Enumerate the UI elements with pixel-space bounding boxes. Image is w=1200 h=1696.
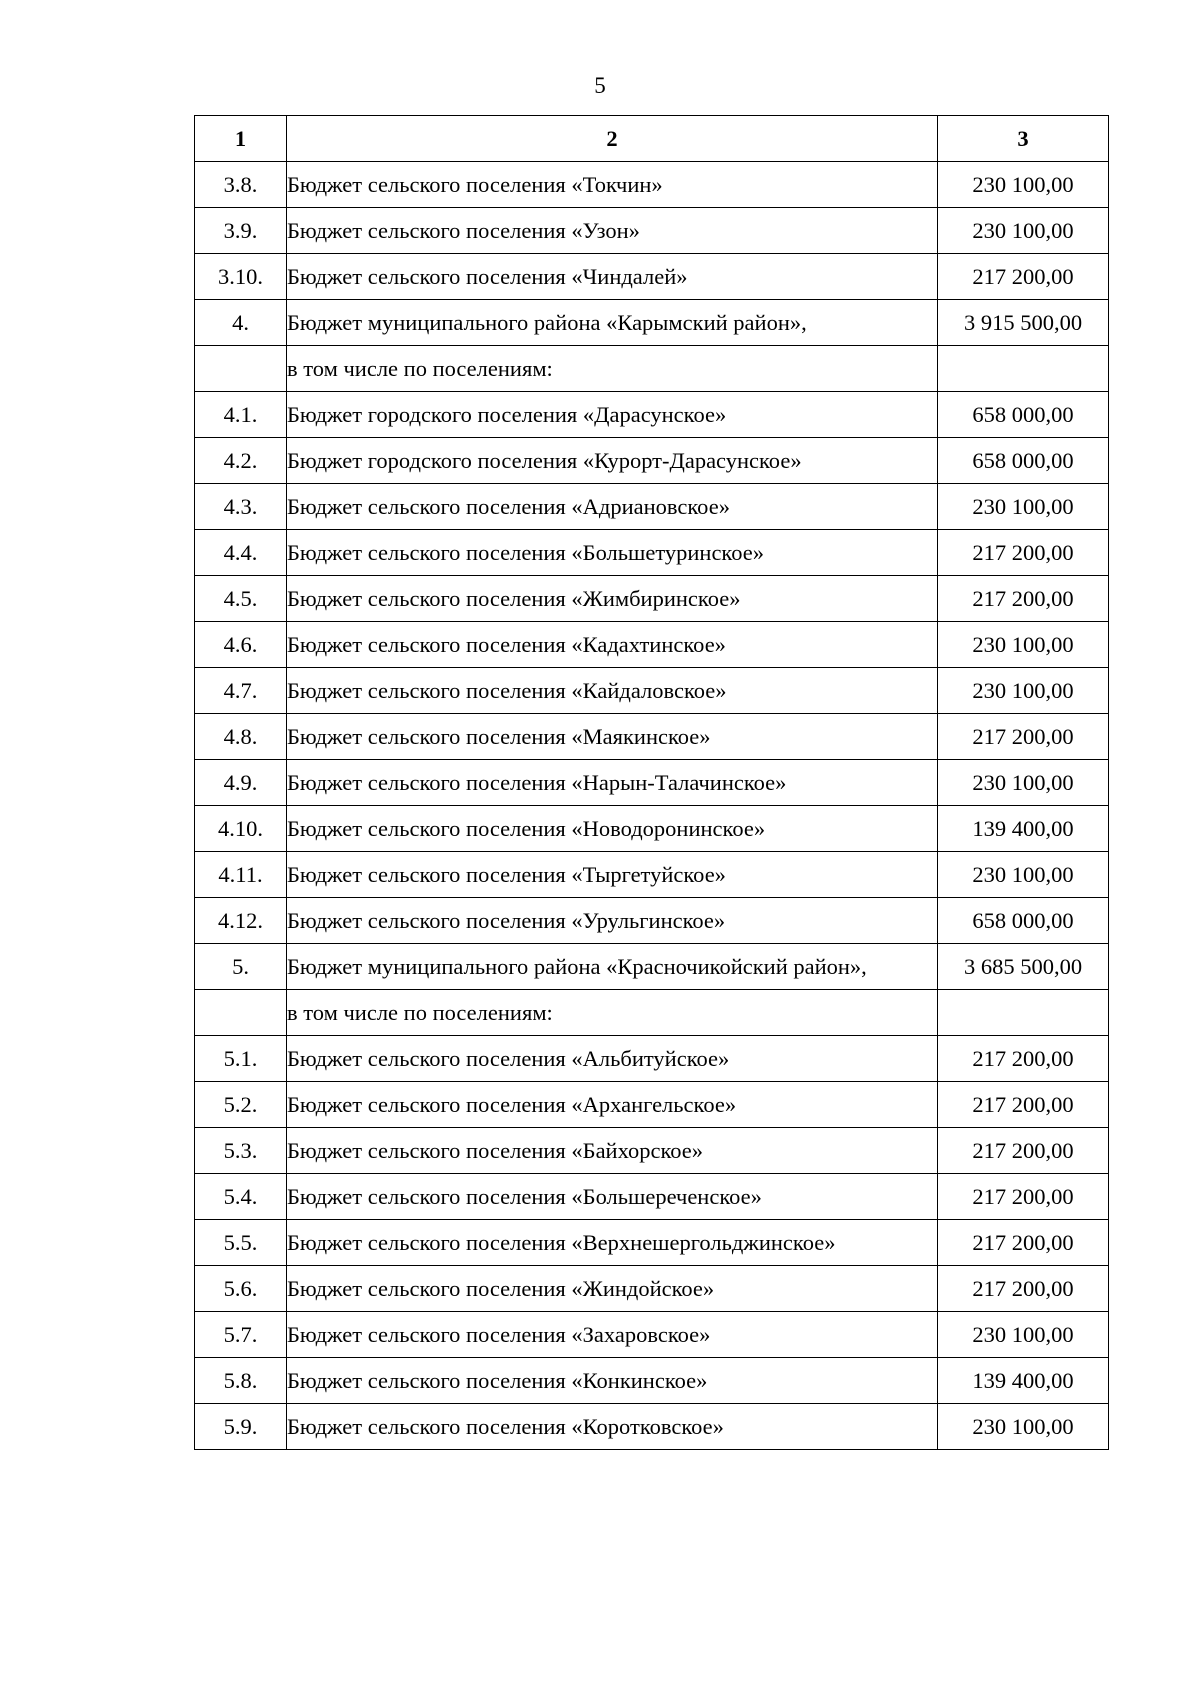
amount-cell: 139 400,00: [938, 806, 1109, 852]
budget-name-cell: Бюджет сельского поселения «Чиндалей»: [287, 254, 938, 300]
row-number-cell: 5.1.: [195, 1036, 287, 1082]
budget-name-cell: Бюджет сельского поселения «Кайдаловское»: [287, 668, 938, 714]
budget-name-cell: Бюджет сельского поселения «Жимбиринское»: [287, 576, 938, 622]
amount-cell: 230 100,00: [938, 668, 1109, 714]
page-number: 5: [594, 73, 606, 98]
table-row: [195, 438, 1109, 484]
amount-cell: 3 915 500,00: [938, 300, 1109, 346]
row-number-cell: 5.4.: [195, 1174, 287, 1220]
row-number-cell: 4.4.: [195, 530, 287, 576]
budget-name-cell: Бюджет сельского поселения «Большетуринское»: [287, 530, 938, 576]
budget-name-cell: Бюджет муниципального района «Карымский район»,: [287, 300, 938, 346]
budget-name-cell: в том числе по поселениям:: [287, 990, 938, 1036]
budget-name-cell: Бюджет сельского поселения «Верхнешергольджинское»: [287, 1220, 938, 1266]
row-number-cell: 4.7.: [195, 668, 287, 714]
row-number-cell: 5.5.: [195, 1220, 287, 1266]
table-row: [195, 1266, 1109, 1312]
table-row: [195, 852, 1109, 898]
table-row: [195, 1174, 1109, 1220]
row-number-cell: 5.3.: [195, 1128, 287, 1174]
budget-name-cell: Бюджет сельского поселения «Адриановское»: [287, 484, 938, 530]
row-number-cell: 5.7.: [195, 1312, 287, 1358]
budget-name-cell: Бюджет сельского поселения «Конкинское»: [287, 1358, 938, 1404]
amount-cell: 658 000,00: [938, 438, 1109, 484]
budget-name-cell: Бюджет сельского поселения «Нарын-Талачинское»: [287, 760, 938, 806]
row-number-cell: 4.8.: [195, 714, 287, 760]
table-row: [195, 576, 1109, 622]
table-row: [195, 300, 1109, 346]
row-number-cell: 5.: [195, 944, 287, 990]
amount-cell: 230 100,00: [938, 622, 1109, 668]
row-number-cell: 4.10.: [195, 806, 287, 852]
amount-cell: 217 200,00: [938, 254, 1109, 300]
row-number-cell: 4.: [195, 300, 287, 346]
row-number-cell: 5.6.: [195, 1266, 287, 1312]
amount-cell: 230 100,00: [938, 484, 1109, 530]
amount-cell: [938, 990, 1109, 1036]
table-row: [195, 254, 1109, 300]
amount-cell: 217 200,00: [938, 1220, 1109, 1266]
amount-cell: 230 100,00: [938, 162, 1109, 208]
row-number-cell: 5.9.: [195, 1404, 287, 1450]
table-row: [195, 162, 1109, 208]
table-row: [195, 898, 1109, 944]
amount-cell: 217 200,00: [938, 1082, 1109, 1128]
table-body: [195, 162, 1109, 1450]
budget-name-cell: Бюджет сельского поселения «Тыргетуйское»: [287, 852, 938, 898]
amount-cell: 658 000,00: [938, 898, 1109, 944]
table-row: [195, 990, 1109, 1036]
table-row: [195, 622, 1109, 668]
row-number-cell: [195, 346, 287, 392]
budget-name-cell: Бюджет сельского поселения «Урульгинское»: [287, 898, 938, 944]
budget-name-cell: Бюджет сельского поселения «Узон»: [287, 208, 938, 254]
table-row: [195, 668, 1109, 714]
row-number-cell: 4.3.: [195, 484, 287, 530]
amount-cell: [938, 346, 1109, 392]
budget-name-cell: Бюджет сельского поселения «Маякинское»: [287, 714, 938, 760]
budget-name-cell: Бюджет сельского поселения «Токчин»: [287, 162, 938, 208]
row-number-cell: 3.10.: [195, 254, 287, 300]
table-row: [195, 1082, 1109, 1128]
column-header-amount: 3: [938, 116, 1109, 162]
table-row: [195, 1220, 1109, 1266]
table-row: [195, 1358, 1109, 1404]
budget-name-cell: Бюджет муниципального района «Красночикойский район»,: [287, 944, 938, 990]
budget-name-cell: в том числе по поселениям:: [287, 346, 938, 392]
row-number-cell: 4.6.: [195, 622, 287, 668]
table-row: [195, 760, 1109, 806]
budget-name-cell: Бюджет сельского поселения «Кадахтинское»: [287, 622, 938, 668]
budget-name-cell: Бюджет городского поселения «Курорт-Дарасунское»: [287, 438, 938, 484]
budget-name-cell: Бюджет сельского поселения «Большереченское»: [287, 1174, 938, 1220]
amount-cell: 217 200,00: [938, 1266, 1109, 1312]
table-row: [195, 346, 1109, 392]
amount-cell: 217 200,00: [938, 576, 1109, 622]
table-row: [195, 530, 1109, 576]
amount-cell: 230 100,00: [938, 852, 1109, 898]
budget-allocation-table: [194, 115, 1109, 1450]
table-row: [195, 944, 1109, 990]
amount-cell: 217 200,00: [938, 1036, 1109, 1082]
row-number-cell: 4.9.: [195, 760, 287, 806]
amount-cell: 217 200,00: [938, 1128, 1109, 1174]
table-row: [195, 714, 1109, 760]
amount-cell: 217 200,00: [938, 714, 1109, 760]
row-number-cell: 4.1.: [195, 392, 287, 438]
row-number-cell: 3.8.: [195, 162, 287, 208]
table-row: [195, 208, 1109, 254]
amount-cell: 230 100,00: [938, 208, 1109, 254]
table-row: [195, 1036, 1109, 1082]
budget-name-cell: Бюджет сельского поселения «Байхорское»: [287, 1128, 938, 1174]
row-number-cell: [195, 990, 287, 1036]
budget-name-cell: Бюджет сельского поселения «Захаровское»: [287, 1312, 938, 1358]
table-row: [195, 392, 1109, 438]
budget-name-cell: Бюджет сельского поселения «Архангельское»: [287, 1082, 938, 1128]
row-number-cell: 4.5.: [195, 576, 287, 622]
budget-name-cell: Бюджет сельского поселения «Новодоронинское»: [287, 806, 938, 852]
amount-cell: 3 685 500,00: [938, 944, 1109, 990]
table-row: [195, 1312, 1109, 1358]
column-header-name: 2: [287, 116, 938, 162]
table-row: [195, 1128, 1109, 1174]
amount-cell: 217 200,00: [938, 1174, 1109, 1220]
budget-name-cell: Бюджет сельского поселения «Альбитуйское»: [287, 1036, 938, 1082]
budget-name-cell: Бюджет сельского поселения «Коротковское»: [287, 1404, 938, 1450]
row-number-cell: 5.8.: [195, 1358, 287, 1404]
row-number-cell: 5.2.: [195, 1082, 287, 1128]
amount-cell: 139 400,00: [938, 1358, 1109, 1404]
row-number-cell: 4.11.: [195, 852, 287, 898]
table-row: [195, 484, 1109, 530]
column-header-number: 1: [195, 116, 287, 162]
amount-cell: 658 000,00: [938, 392, 1109, 438]
amount-cell: 217 200,00: [938, 530, 1109, 576]
amount-cell: 230 100,00: [938, 1404, 1109, 1450]
row-number-cell: 3.9.: [195, 208, 287, 254]
amount-cell: 230 100,00: [938, 760, 1109, 806]
table-row: [195, 1404, 1109, 1450]
table-header-row: [195, 116, 1109, 162]
amount-cell: 230 100,00: [938, 1312, 1109, 1358]
budget-name-cell: Бюджет городского поселения «Дарасунское»: [287, 392, 938, 438]
budget-name-cell: Бюджет сельского поселения «Жиндойское»: [287, 1266, 938, 1312]
row-number-cell: 4.2.: [195, 438, 287, 484]
row-number-cell: 4.12.: [195, 898, 287, 944]
table-row: [195, 806, 1109, 852]
